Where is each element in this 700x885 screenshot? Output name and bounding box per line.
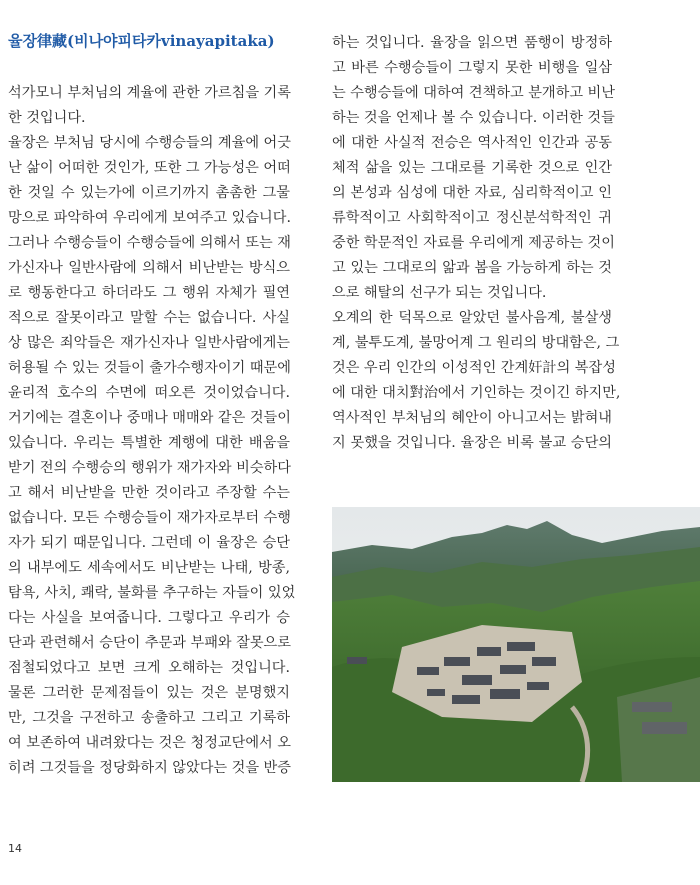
temple-landscape-image: [332, 507, 700, 782]
text-line: 여 보존하여 내려왔다는 것은 청정교단에서 오: [8, 735, 291, 751]
text-line: 는 수행승들에 대하여 견책하고 분개하고 비난: [332, 85, 615, 101]
text-line: 받기 전의 수행승의 행위가 재가자와 비슷하다: [8, 460, 291, 476]
text-line: 하는 것입니다. 율장을 읽으면 품행이 방정하: [332, 35, 612, 51]
section-heading: 율장律藏(비나야피타카vinayapitaka): [8, 32, 275, 50]
text-line: 류학적이고 사회학적이고 정신분석학적인 귀: [332, 210, 612, 226]
text-line: 의 내부에도 세속에서도 비난받는 나태, 방종,: [8, 560, 290, 576]
text-line: 다는 사실을 보여줍니다. 그렇다고 우리가 승: [8, 610, 290, 626]
text-line: 고 바른 수행승들이 그렇지 못한 비행을 일삼: [332, 60, 612, 76]
text-line: 의 본성과 심성에 대한 자료, 심리학적이고 인: [332, 185, 612, 201]
text-line: 율장은 부처님 당시에 수행승들의 계율에 어긋: [8, 135, 291, 151]
text-line: 거기에는 결혼이나 중매나 매매와 같은 것들이: [8, 410, 291, 426]
text-line: 로 행동한다고 하더라도 그 행위 자체가 필연: [8, 285, 290, 301]
text-line: 에 대한 대치對治에서 기인하는 것이긴 하지만,: [332, 385, 621, 401]
text-line: 허용될 수 있는 것들이 출가수행자이기 때문에: [8, 360, 291, 376]
text-line: 것은 우리 인간의 이성적인 간계奸計의 복잡성: [332, 360, 616, 376]
text-line: 물론 그러한 문제점들이 있는 것은 분명했지: [8, 685, 290, 701]
page-number: 14: [8, 842, 22, 855]
text-line: 고 해서 비난받을 만한 것이라고 주장할 수는: [8, 485, 290, 501]
text-line: 중한 학문적인 자료를 우리에게 제공하는 것이: [332, 235, 615, 251]
text-line: 점철되었다고 보면 크게 오해하는 것입니다.: [8, 660, 290, 676]
text-line: 가신자나 일반사람에 의해서 비난받는 방식으: [8, 260, 290, 276]
text-line: 있습니다. 우리는 특별한 계행에 대한 배움을: [8, 435, 290, 451]
text-line: 히려 그것들을 정당화하지 않았다는 것을 반증: [8, 760, 291, 776]
text-line: 단과 관련해서 승단이 추문과 부패와 잘못으로: [8, 635, 291, 651]
text-line: 고 있는 그대로의 앎과 봄을 가능하게 하는 것: [332, 260, 612, 276]
text-line: 난 삶이 어떠한 것인가, 또한 그 가능성은 어떠: [8, 160, 291, 176]
text-line: 계, 불투도계, 불망어계 그 원리의 방대함은, 그: [332, 335, 620, 351]
text-line: 석가모니 부처님의 계율에 관한 가르침을 기록: [8, 85, 291, 101]
text-line: 체적 삶을 있는 그대로를 기록한 것으로 인간: [332, 160, 612, 176]
text-line: 그러나 수행승들이 수행승들에 의해서 또는 재: [8, 235, 291, 251]
left-column: [8, 81, 296, 781]
text-line: 탐욕, 사치, 쾌락, 불화를 추구하는 자들이 있었: [8, 585, 296, 601]
text-line: 없습니다. 모든 수행승들이 재가자로부터 수행: [8, 510, 291, 526]
text-line: 지 못했을 것입니다. 율장은 비록 불교 승단의: [332, 435, 612, 451]
text-line: 으로 해탈의 선구가 되는 것입니다.: [332, 285, 547, 301]
text-line: 적으로 잘못이라고 말할 수는 없습니다. 사실: [8, 310, 290, 326]
text-line: 만, 그것을 구전하고 송출하고 그리고 기록하: [8, 710, 290, 726]
text-line: 역사적인 부처님의 혜안이 아니고서는 밝혀내: [332, 410, 612, 426]
text-line: 자가 되기 때문입니다. 그런데 이 율장은 승단: [8, 535, 290, 551]
text-line: 오계의 한 덕목으로 알았던 불사음계, 불살생: [332, 310, 612, 326]
temple-photo: [332, 507, 700, 782]
text-line: 한 것입니다.: [8, 110, 86, 126]
text-line: 에 대한 사실적 전승은 역사적인 인간과 공동: [332, 135, 612, 151]
right-column: [332, 31, 621, 456]
text-line: 한 것일 수 있는가에 이르기까지 촘촘한 그물: [8, 185, 290, 201]
text-line: 망으로 파악하여 우리에게 보여주고 있습니다.: [8, 210, 291, 226]
text-line: 상 많은 죄악들은 재가신자나 일반사람에게는: [8, 335, 290, 351]
text-line: 하는 것을 언제나 볼 수 있습니다. 이러한 것들: [332, 110, 615, 126]
text-line: 윤리적 호수의 수면에 떠오른 것이었습니다.: [8, 385, 290, 401]
